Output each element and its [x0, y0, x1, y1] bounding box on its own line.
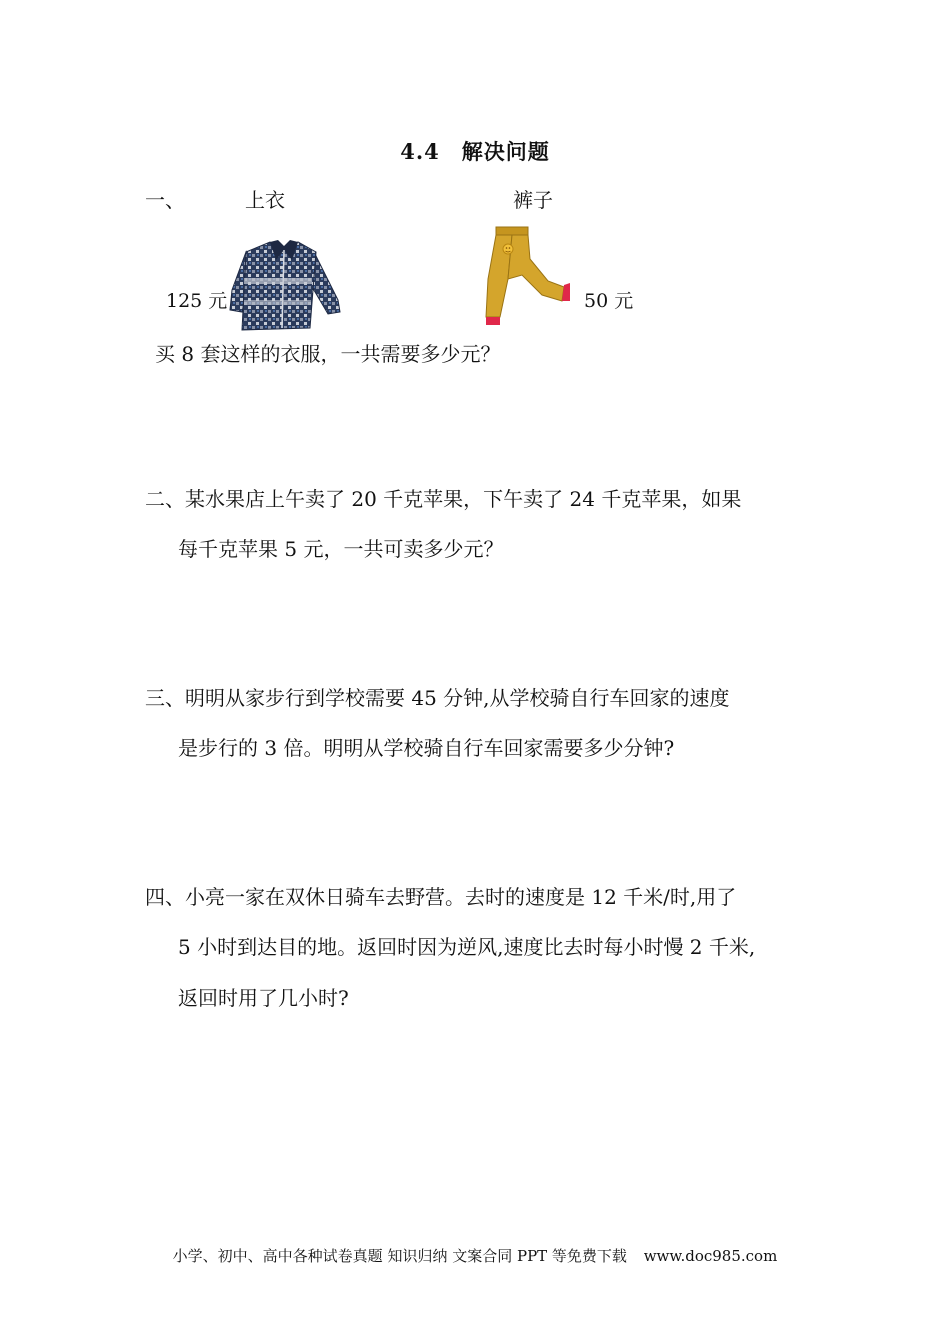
- question-4-line-1: 四、小亮一家在双休日骑车去野营。去时的速度是 12 千米/时,用了: [145, 885, 737, 909]
- page-title: 4.4 解决问题: [400, 139, 550, 164]
- jacket-image: [228, 238, 342, 332]
- jacket-label: 上衣: [245, 188, 285, 212]
- question-3-line-1: 三、明明从家步行到学校需要 45 分钟,从学校骑自行车回家的速度: [145, 686, 730, 710]
- pants-label: 裤子: [513, 188, 553, 212]
- question-2-line-2: 每千克苹果 5 元，一共可卖多少元？: [178, 537, 504, 561]
- footer-link[interactable]: www.doc985.com: [643, 1247, 778, 1265]
- question-1-text: 买 8 套这样的衣服，一共需要多少元？: [155, 342, 501, 366]
- question-4-line-2: 5 小时到达目的地。返回时因为逆风,速度比去时每小时慢 2 千米,: [178, 935, 756, 959]
- question-4-line-3: 返回时用了几小时?: [178, 986, 349, 1010]
- question-2-line-1: 二、某水果店上午卖了 20 千克苹果，下午卖了 24 千克苹果，如果: [145, 487, 742, 511]
- question-3-line-2: 是步行的 3 倍。明明从学校骑自行车回家需要多少分钟?: [178, 736, 675, 760]
- question-1-number: 一、: [145, 188, 185, 212]
- pants-image: [478, 225, 576, 329]
- footer-text: 小学、初中、高中各种试卷真题 知识归纳 文案合同 PPT 等免费下载: [172, 1247, 627, 1265]
- jacket-price: 125 元: [166, 290, 228, 312]
- footer: [0, 1245, 950, 1266]
- pants-price: 50 元: [584, 290, 634, 312]
